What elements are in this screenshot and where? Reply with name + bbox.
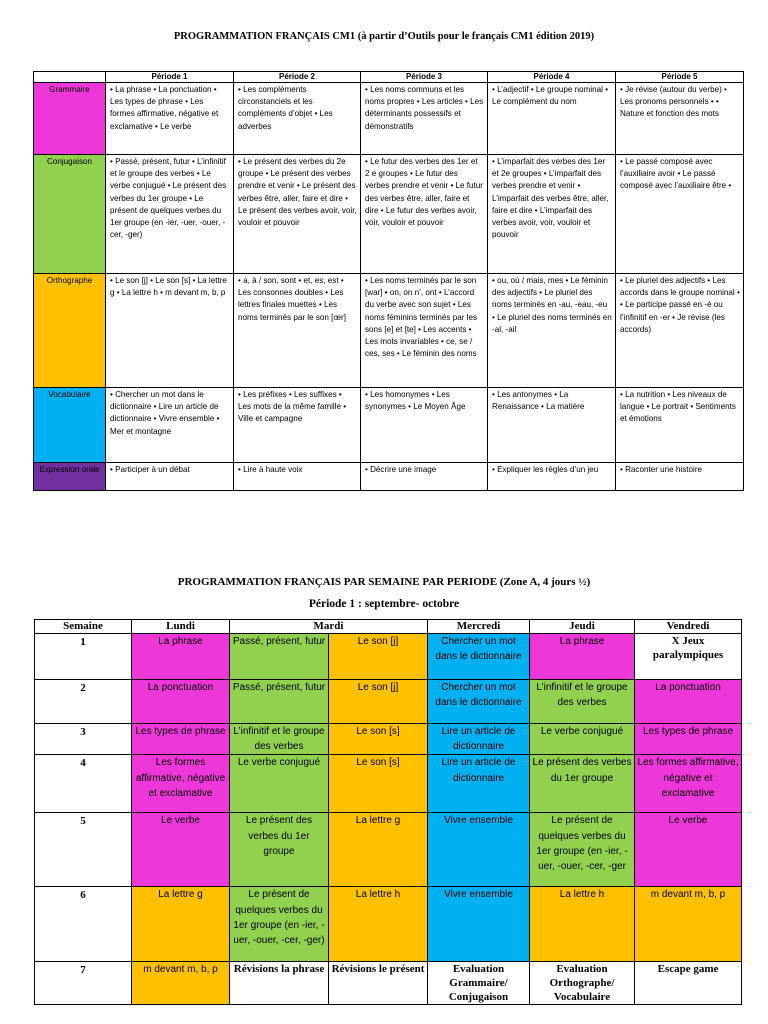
cell: • Passé, présent, futur • L’infinitif et le groupe des verbes • Le verbe conjugué • Le présent des verbes du 1er groupe • Le présent de quelques verbes du 1er groupe (en -ier, -uer, -ouer, -cer, -ger) — [106, 155, 234, 274]
cell: • L’imparfait des verbes des 1er et 2e groupes • L’imparfait des verbes prendre et venir • L’imparfait des verbes être, aller, faire et dire • L’imparfait des verbes avoir, voir, vouloir et pouvoir — [488, 155, 616, 274]
week-row — [35, 680, 742, 724]
header-vendredi: Vendredi — [635, 620, 742, 634]
cell: • Chercher un mot dans le dictionnaire • Lire un article de dictionnaire • Vivre ensemble • Mer et montagne — [106, 388, 234, 463]
row-conjugaison — [34, 155, 744, 274]
period-header: Période 1 — [106, 72, 234, 83]
header-lundi: Lundi — [132, 620, 230, 634]
cell: • Participer à un débat — [106, 463, 234, 491]
category-conjugaison: Conjugaison — [34, 155, 106, 274]
cell: X Jeux paralympiques — [635, 634, 742, 680]
cell: La phrase — [530, 634, 635, 680]
cell: Evaluation Orthographe/ Vocabulaire — [530, 962, 635, 1005]
row-expression-orale — [34, 463, 744, 491]
cell: La lettre g — [132, 887, 230, 962]
cell: La phrase — [132, 634, 230, 680]
programmation-table — [33, 71, 744, 491]
cell: Lire un article de dictionnaire — [428, 755, 530, 813]
cell: Révisions la phrase — [230, 962, 329, 1005]
cell: La ponctuation — [635, 680, 742, 724]
cell: • Raconter une histoire — [616, 463, 744, 491]
header-blank — [34, 72, 106, 83]
week-row — [35, 724, 742, 755]
row-orthographe — [34, 274, 744, 388]
cell: Chercher un mot dans le dictionnaire — [428, 680, 530, 724]
cell: Les formes affirmative, négative et exclamative — [132, 755, 230, 813]
period-header: Période 2 — [234, 72, 361, 83]
cell: Le verbe — [635, 813, 742, 887]
week-number: 3 — [35, 724, 132, 755]
cell: • Le futur des verbes des 1er et 2 e groupes • Le futur des verbes prendre et venir • Le futur des verbes être, aller, faire et dire • Le futur des verbes avoir, voir, vouloir et pouvoir — [361, 155, 488, 274]
cell: Le son [j] — [329, 634, 428, 680]
cell: • ou, où / mais, mes • Le féminin des adjectifs • Le pluriel des noms terminés en -au, -eau, -eu • Le pluriel des noms terminés en -al, -ail — [488, 274, 616, 388]
week-row — [35, 634, 742, 680]
header-mercredi: Mercredi — [428, 620, 530, 634]
week-row — [35, 813, 742, 887]
cell: Le présent des verbes du 1er groupe — [530, 755, 635, 813]
week-number: 4 — [35, 755, 132, 813]
header-semaine: Semaine — [35, 620, 132, 634]
cell: • a, à / son, sont • et, es, est • Les consonnes doubles • Les lettres finales muettes • Les noms terminés par le son [œr] — [234, 274, 361, 388]
period-header: Période 5 — [616, 72, 744, 83]
cell: • Les noms terminés par le son [war] • on, on n’, ont • L’accord du verbe avec son sujet • Les noms féminins terminés par les sons [e] et [te] • Les accents • Les mots invariables • ce, se / ces, ses • Le féminin des noms — [361, 274, 488, 388]
cell: Le verbe conjugué — [530, 724, 635, 755]
cell: • Les antonymes • La Renaissance • La matière — [488, 388, 616, 463]
cell: • Les noms communs et les noms propres • Les articles • Les déterminants possessifs et démonstratifs — [361, 83, 488, 155]
cell: Les types de phrase — [635, 724, 742, 755]
cell: Les formes affirmative, négative et exclamative — [635, 755, 742, 813]
cell: • La nutrition • Les niveaux de langue • Le portrait • Sentiments et émotions — [616, 388, 744, 463]
cell: Le verbe — [132, 813, 230, 887]
cell: Le son [s] — [329, 724, 428, 755]
cell: La ponctuation — [132, 680, 230, 724]
cell: L’infinitif et le groupe des verbes — [230, 724, 329, 755]
cell: • Le son [j] • Le son [s] • La lettre g • La lettre h • m devant m, b, p — [106, 274, 234, 388]
cell: Le son [s] — [329, 755, 428, 813]
period-header: Période 4 — [488, 72, 616, 83]
cell: • Le pluriel des adjectifs • Les accords dans le groupe nominal • • Le participe passé en -é ou l’infinitif en -er • Je révise (les accords) — [616, 274, 744, 388]
cell: • La phrase • La ponctuation • Les types de phrase • Les formes affirmative, négative et exclamative • Le verbe — [106, 83, 234, 155]
header-mardi: Mardi — [230, 620, 428, 634]
cell: • Je révise (autour du verbe) • Les pronoms personnels • • Nature et fonction des mots — [616, 83, 744, 155]
cell: Le verbe conjugué — [230, 755, 329, 813]
cell: Vivre ensemble — [428, 887, 530, 962]
cell: • L’adjectif • Le groupe nominal • Le complément du nom — [488, 83, 616, 155]
week-number: 7 — [35, 962, 132, 1005]
cell: La lettre h — [530, 887, 635, 962]
week-number: 1 — [35, 634, 132, 680]
cell: Passé, présent, futur — [230, 680, 329, 724]
cell: Le présent des verbes du 1er groupe — [230, 813, 329, 887]
category-expression-orale: Expression orale — [34, 463, 106, 491]
week-number: 2 — [35, 680, 132, 724]
week-number: 6 — [35, 887, 132, 962]
week-number: 5 — [35, 813, 132, 887]
cell: Lire un article de dictionnaire — [428, 724, 530, 755]
weekly-table — [34, 619, 742, 1005]
row-grammaire — [34, 83, 744, 155]
document-title: PROGRAMMATION FRANÇAIS CM1 (à partir d’Outils pour le français CM1 édition 2019) — [173, 31, 595, 42]
section-title: PROGRAMMATION FRANÇAIS PAR SEMAINE PAR PERIODE (Zone A, 4 jours ½) — [177, 576, 591, 588]
section-subtitle: Période 1 : septembre- octobre — [308, 598, 460, 610]
cell: m devant m, b, p — [635, 887, 742, 962]
cell: • Le présent des verbes du 2e groupe • Le présent des verbes prendre et venir • Le présent des verbes être, aller, faire et dire • Le présent des verbes avoir, voir, vouloir et pouvoir — [234, 155, 361, 274]
cell: • Le passé composé avec l’auxiliaire avoir • Le passé composé avec l’auxiliaire être • — [616, 155, 744, 274]
cell: Révisions le présent — [329, 962, 428, 1005]
row-vocabulaire — [34, 388, 744, 463]
week-row — [35, 887, 742, 962]
cell: • Décrire une image — [361, 463, 488, 491]
category-grammaire: Grammaire — [34, 83, 106, 155]
category-vocabulaire: Vocabulaire — [34, 388, 106, 463]
cell: Evaluation Grammaire/ Conjugaison — [428, 962, 530, 1005]
cell: Chercher un mot dans le dictionnaire — [428, 634, 530, 680]
cell: Le présent de quelques verbes du 1er groupe (en -ier, -uer, -ouer, -cer, -ger — [530, 813, 635, 887]
week-row — [35, 755, 742, 813]
cell: La lettre h — [329, 887, 428, 962]
cell: L’infinitif et le groupe des verbes — [530, 680, 635, 724]
cell: Escape game — [635, 962, 742, 1005]
period-header: Période 3 — [361, 72, 488, 83]
cell: La lettre g — [329, 813, 428, 887]
cell: • Lire à haute voix — [234, 463, 361, 491]
cell: Le présent de quelques verbes du 1er groupe (en -ier, -uer, -ouer, -cer, -ger) — [230, 887, 329, 962]
category-orthographe: Orthographe — [34, 274, 106, 388]
cell: Passé, présent, futur — [230, 634, 329, 680]
week-row — [35, 962, 742, 1005]
cell: m devant m, b, p — [132, 962, 230, 1005]
cell: Vivre ensemble — [428, 813, 530, 887]
header-jeudi: Jeudi — [530, 620, 635, 634]
cell: • Expliquer les règles d’un jeu — [488, 463, 616, 491]
cell: Les types de phrase — [132, 724, 230, 755]
cell: • Les compléments circonstanciels et les compléments d’objet • Les adverbes — [234, 83, 361, 155]
cell: Le son [j] — [329, 680, 428, 724]
cell: • Les préfixes • Les suffixes • Les mots de la même famille • Ville et campagne — [234, 388, 361, 463]
cell: • Les homonymes • Les synonymes • Le Moyen Âge — [361, 388, 488, 463]
